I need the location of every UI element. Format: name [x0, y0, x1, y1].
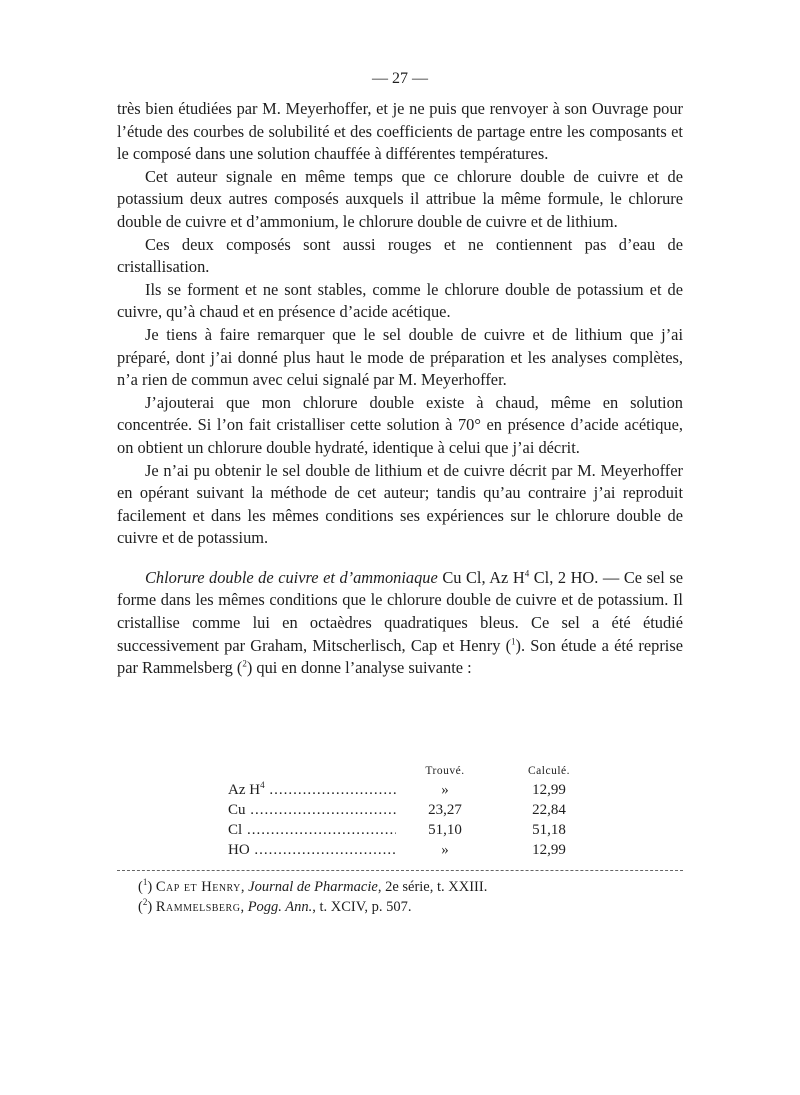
- row-label: Cu .....: [228, 800, 396, 820]
- table-row: [228, 820, 608, 840]
- table-header-row: [228, 762, 608, 780]
- row-calculated: 12,99: [532, 842, 566, 858]
- paragraph-4: Ils se forment et ne sont stables, comme le chlorure double de potassium et de cuivre, qu’à chaud et en présence d’acide acétique.: [117, 279, 683, 322]
- section-text-3: ) qui en donne l’analyse suivante :: [246, 658, 472, 678]
- body-text: [117, 98, 683, 680]
- section-title: Chlorure double de cuivre et d’ammoniaque: [145, 567, 438, 587]
- formula: Cu Cl, Az H: [442, 567, 525, 587]
- row-calculated: 12,99: [532, 782, 566, 798]
- row-calculated: 51,18: [532, 822, 566, 838]
- section-paragraph: [117, 567, 683, 680]
- table-row: [228, 780, 608, 800]
- footnote-ref-1: 1: [511, 636, 516, 647]
- row-found: »: [441, 842, 449, 858]
- paragraph-1: très bien étudiées par M. Meyerhoffer, et je ne puis que renvoyer à son Ouvrage pour l’étude des courbes de solubilité et des coefficients de partage entre les composants et le composé dans une solution chauffée à différentes températures.: [117, 99, 683, 164]
- footnote-1: ($^1$) Cap et Henry, Journal de Pharmacie, 2e série, t. XXIII.: [138, 877, 488, 895]
- row-found: 23,27: [428, 802, 462, 818]
- header-calculated: Calculé.: [528, 765, 570, 777]
- footnote-author: Cap et Henry: [155, 879, 241, 895]
- paragraph-7: Je n’ai pu obtenir le sel double de lithium et de cuivre décrit par M. Meyerhoffer en opérant suivant la méthode de cet auteur; tandis qu’au contraire j’ai reproduit facilement et dans les mêmes conditions ses expériences sur le chlorure double de cuivre et de potassium.: [117, 460, 683, 548]
- row-calculated: 22,84: [532, 802, 566, 818]
- footnote-divider: [117, 870, 683, 871]
- page-number: — 27 —: [372, 70, 428, 87]
- analysis-table: [228, 762, 608, 860]
- row-label: HO .....: [228, 840, 396, 860]
- footnote-title: Journal de Pharmacie: [248, 879, 378, 895]
- footnotes: [138, 877, 683, 917]
- paragraph-5: Je tiens à faire remarquer que le sel double de cuivre et de lithium que j’ai préparé, dont j’ai donné plus haut le mode de préparation et les analyses complètes, n’a rien de commun avec celui signalé par M. Meyerhoffer.: [117, 324, 683, 390]
- paragraph-6: J’ajouterai que mon chlorure double existe à chaud, même en solution concentrée. Si l’on fait cristalliser cette solution à 70° en présence d’acide acétique, on obtient un chlorure double hydraté, identique à celui que j’ai décrit.: [117, 392, 683, 457]
- row-label: Cl .....: [228, 820, 396, 840]
- footnote-author: Rammelsberg: [155, 899, 241, 915]
- footnote-2: ($^2$) Rammelsberg, Pogg. Ann., t. XCIV, p. 507.: [138, 897, 412, 915]
- paragraph-2: Cet auteur signale en même temps que ce chlorure double de cuivre et de potassium deux autres composés auxquels il attribue la même formule, le chlorure double de cuivre et d’ammonium, le chlorure double de cuivre et de lithium.: [117, 166, 683, 231]
- section-text-1: Ce sel se forme dans les mêmes conditions que le chlorure double de cuivre et de potassium. Il cristallise comme lui en octaèdres quadratiques bleus. Ce sel a été étudié successivement par Graham, Mitscherlisch, Cap et Henry (: [117, 567, 683, 655]
- formula-end: Cl, 2 HO. —: [529, 567, 624, 587]
- row-label: Az $H^4$ .....: [228, 780, 396, 800]
- row-found: »: [441, 782, 449, 798]
- row-found: 51,10: [428, 822, 462, 838]
- formula-superscript: 4: [524, 568, 530, 579]
- table-row: [228, 840, 608, 860]
- footnote-title: Pogg. Ann.: [247, 899, 313, 915]
- footnote-ref-2: 2: [242, 658, 247, 669]
- paragraph-3: Ces deux composés sont aussi rouges et ne contiennent pas d’eau de cristallisation.: [117, 234, 683, 277]
- section-text-2: ). Son étude a été reprise par Rammelsberg (: [117, 635, 683, 678]
- header-found: Trouvé.: [425, 765, 465, 777]
- table-row: [228, 800, 608, 820]
